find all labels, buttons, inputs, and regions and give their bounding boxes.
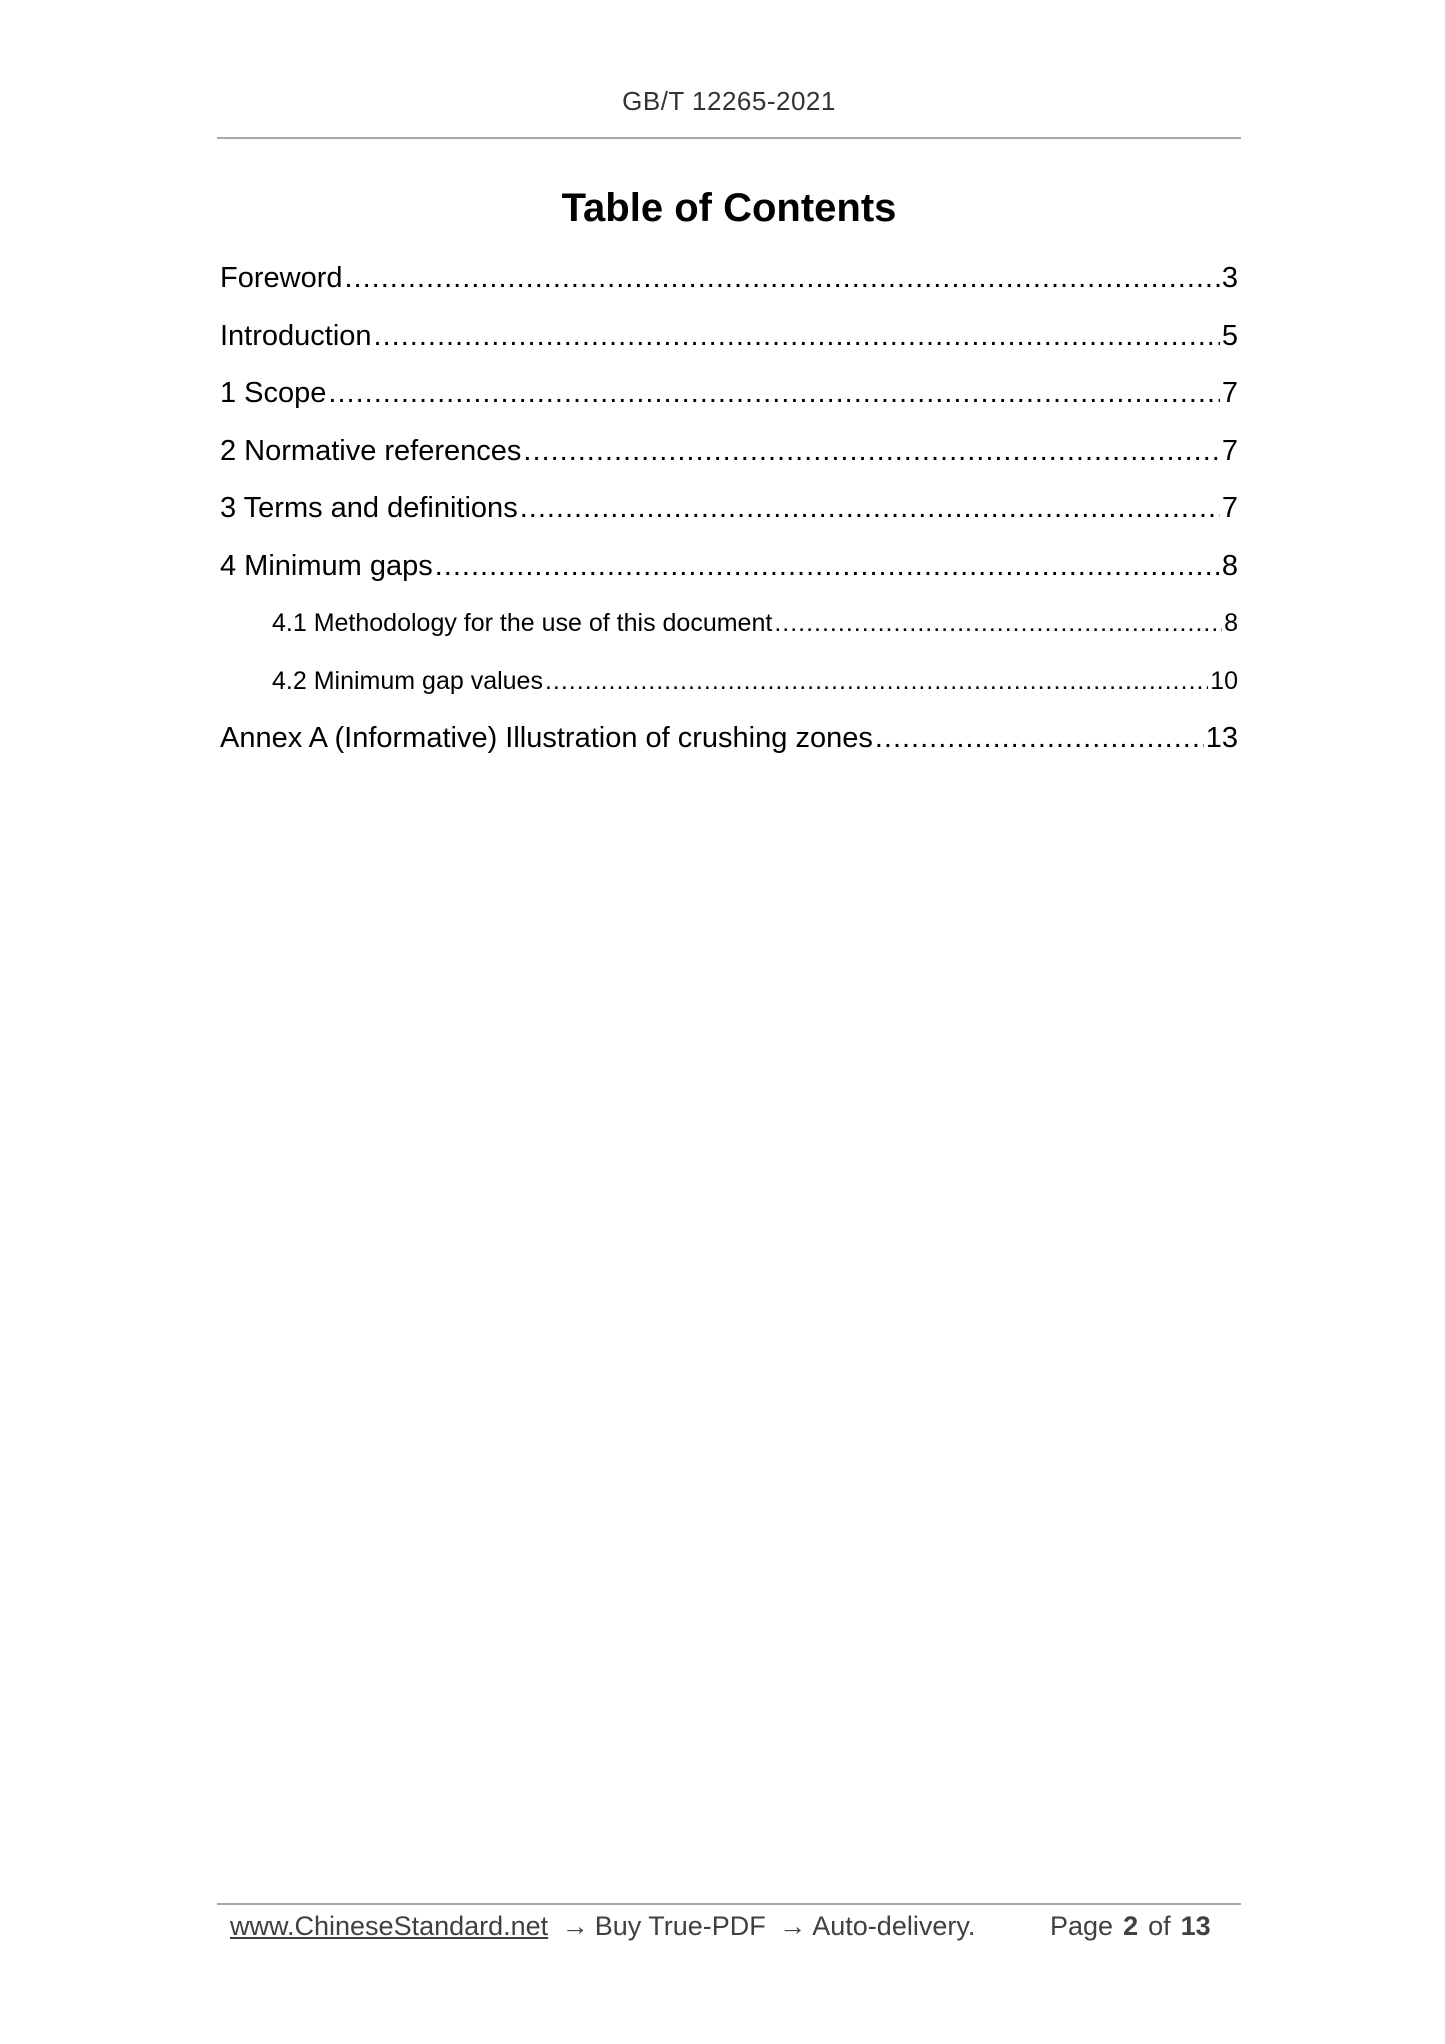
toc-entry-foreword[interactable] — [220, 258, 1238, 316]
footer-divider — [217, 1903, 1241, 1905]
toc-entry-label: 4.1 Methodology for the use of this document — [272, 609, 773, 637]
dot-leader — [520, 488, 1220, 528]
toc-entry-page: 8 — [1221, 549, 1238, 582]
dot-leader — [774, 603, 1222, 643]
dot-leader — [328, 373, 1219, 413]
auto-delivery-text: Auto-delivery. — [812, 1911, 976, 1941]
footer-promo — [230, 1908, 975, 1944]
toc-entry-label: Foreword — [220, 262, 343, 294]
header-divider — [217, 137, 1241, 139]
toc-entry-methodology[interactable] — [220, 603, 1238, 661]
of-label: of — [1148, 1911, 1171, 1941]
dot-leader — [374, 316, 1220, 356]
dot-leader — [545, 661, 1208, 701]
toc-entry-page: 7 — [1221, 434, 1238, 467]
toc-entry-page: 7 — [1221, 377, 1238, 409]
toc-entry-normative-references[interactable] — [220, 431, 1238, 489]
arrow-right-icon: → — [779, 1911, 807, 1941]
toc-entry-label: 4 Minimum gaps — [220, 549, 433, 582]
toc-entry-page: 10 — [1210, 666, 1238, 695]
current-page-number: 2 — [1123, 1911, 1139, 1941]
toc-entry-minimum-gaps[interactable] — [220, 546, 1238, 604]
toc-entry-page: 13 — [1205, 722, 1238, 754]
toc-entry-annex-a[interactable] — [220, 718, 1238, 776]
dot-leader — [345, 258, 1220, 298]
toc-title: Table of Contents — [561, 186, 897, 230]
table-of-contents — [220, 258, 1238, 776]
toc-entry-label: 3 Terms and definitions — [220, 492, 518, 524]
toc-entry-minimum-gap-values[interactable] — [220, 661, 1238, 719]
toc-entry-page: 8 — [1224, 609, 1238, 637]
toc-entry-label: Annex A (Informative) Illustration of crushing zones — [220, 722, 873, 754]
dot-leader — [875, 718, 1204, 758]
toc-entry-terms-and-definitions[interactable] — [220, 488, 1238, 546]
website-link[interactable]: www.ChineseStandard.net — [230, 1911, 549, 1941]
page-label: Page — [1050, 1911, 1114, 1941]
running-header: GB/T 12265-2021 — [622, 86, 836, 116]
toc-entry-introduction[interactable] — [220, 316, 1238, 374]
toc-entry-page: 3 — [1221, 262, 1238, 294]
toc-entry-label: 2 Normative references — [220, 434, 522, 467]
page-footer — [230, 1908, 1230, 1944]
page-number — [1050, 1908, 1221, 1944]
dot-leader — [435, 546, 1220, 586]
toc-entry-label: 4.2 Minimum gap values — [272, 666, 543, 695]
total-pages-number: 13 — [1180, 1911, 1211, 1941]
toc-entry-page: 5 — [1221, 319, 1238, 352]
arrow-right-icon: → — [561, 1911, 589, 1941]
toc-entry-label: Introduction — [220, 319, 372, 352]
toc-entry-label: 1 Scope — [220, 377, 327, 409]
toc-entry-scope[interactable] — [220, 373, 1238, 431]
buy-true-pdf-text: Buy True-PDF — [594, 1911, 766, 1941]
toc-entry-page: 7 — [1221, 492, 1238, 524]
dot-leader — [523, 431, 1219, 471]
